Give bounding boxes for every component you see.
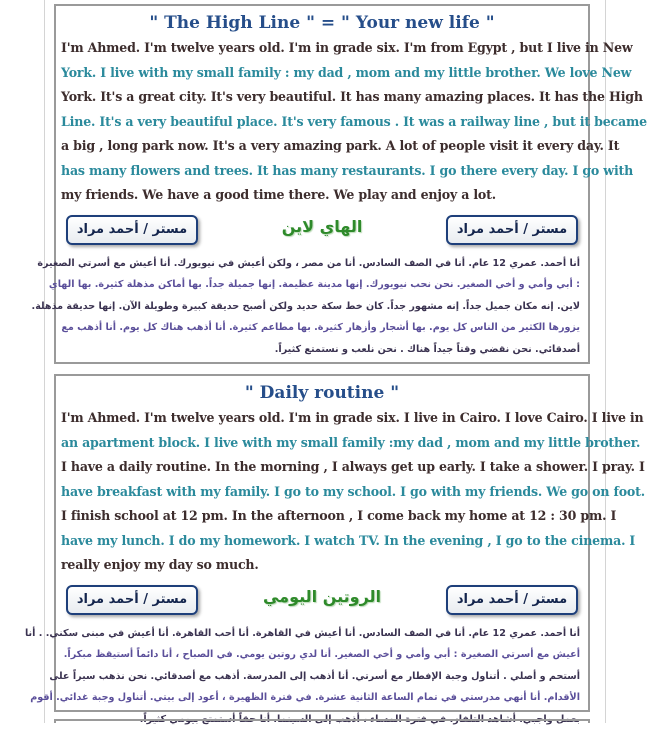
arabic-line: أستحم و أصلي . أتناول وجبة الإفطار مع أسرتي. أنا أذهب إلى المدرسة. أذهب مع أصدقائي. نحن نذهب سيراً على — [56, 666, 588, 688]
arabic-line: بعمل واجبي. أشاهد التلفاز. في فترة المساء ، أذهب إلى السينما. أنا حقاً أستمتع بيومي كثيراً. — [56, 709, 588, 730]
english-line: I have a daily routine. In the morning , I always get up early. I take a shower. I pray. I — [56, 455, 588, 480]
arabic-line: أعيش مع أسرتي الصغيرة : أبي وأمي و أخي الصغير. أنا لدي روتين يومي. في الصباح ، أنا دائماً أستيقظ مبكراً. — [56, 644, 588, 666]
arabic-line: الأقدام. أنا أنهي مدرستي في تمام الساعة الثانية عشرة. في فترة الظهيرة ، أعود إلى بيتي. أتناول وجبة غدائي. أقوم — [56, 687, 588, 709]
english-line: I'm Ahmed. I'm twelve years old. I'm in grade six. I'm from Egypt , but I live in New — [56, 36, 588, 61]
arabic-line: أنا أحمد. عمري 12 عام. أنا في الصف السادس. أنا أعيش في القاهرة. أنا أحب القاهرة. أنا أعيش في مبنى سكني. . أنا — [56, 623, 588, 645]
arabic-line: أصدقائي. نحن نقضي وقتاً جيداً هناك . نحن نلعب و نستمتع كثيراً. — [56, 339, 588, 361]
author-badge: مستر / أحمد مراد — [446, 585, 578, 615]
author-badge: مستر / أحمد مراد — [66, 215, 198, 245]
next-card-edge — [54, 719, 590, 723]
author-badge: مستر / أحمد مراد — [66, 585, 198, 615]
title-subtitle: " Your new life " — [341, 13, 495, 33]
english-line: York. I live with my small family : my dad , mom and my little brother. We love New — [56, 61, 588, 86]
story-title: " Daily routine " — [56, 382, 588, 404]
story-card-high-line — [54, 4, 590, 364]
author-badge: مستر / أحمد مراد — [446, 215, 578, 245]
english-paragraph — [56, 406, 588, 578]
arabic-paragraph — [56, 623, 588, 730]
arabic-title: الهاي لاين — [56, 217, 588, 236]
arabic-line: يزورها الكثير من الناس كل يوم. بها أشجار وأزهار كثيرة. بها مطاعم كثيرة. أنا أذهب هناك كل يوم. أنا أذهب مع — [56, 317, 588, 339]
title-english: " The High Line " — [149, 13, 315, 33]
arabic-line: : أبي وأمي و أخي الصغير. نحن نحب نيويورك. إنها مدينة عظيمة. إنها جميلة جداً. بها أماكن مذهلة كثيرة. بها الهاي — [56, 274, 588, 296]
story-card-daily-routine — [54, 374, 590, 712]
english-line: I'm Ahmed. I'm twelve years old. I'm in grade six. I live in Cairo. I love Cairo. I live in — [56, 406, 588, 431]
translation-header — [56, 209, 588, 253]
arabic-paragraph — [56, 253, 588, 361]
english-line: Line. It's a very beautiful place. It's very famous . It was a railway line , but it became — [56, 110, 588, 135]
arabic-line: أنا أحمد. عمري 12 عام. أنا في الصف السادس. أنا من مصر ، ولكن أعيش في نيويورك. أنا أعيش مع أسرتي الصغيرة — [56, 253, 588, 275]
english-line: I finish school at 12 pm. In the afternoon , I come back my home at 12 : 30 pm. I — [56, 504, 588, 529]
english-line: a big , long park now. It's a very amazing park. A lot of people visit it every day. It — [56, 134, 588, 159]
translation-header — [56, 579, 588, 623]
english-line: really enjoy my day so much. — [56, 553, 588, 578]
english-line: an apartment block. I live with my small family :my dad , mom and my little brother. — [56, 431, 588, 456]
english-paragraph — [56, 36, 588, 208]
english-line: has many flowers and trees. It has many restaurants. I go there every day. I go with — [56, 159, 588, 184]
english-line: York. It's a great city. It's very beautiful. It has many amazing places. It has the High — [56, 85, 588, 110]
story-title — [56, 12, 588, 34]
english-line: my friends. We have a good time there. We play and enjoy a lot. — [56, 183, 588, 208]
arabic-line: لاين. إنه مكان جميل جداً. إنه مشهور جداً. كان خط سكة حديد ولكن أصبح حديقة كبيرة وطويلة الآن. إنها حديقة مذهلة. — [56, 296, 588, 318]
title-equals: = — [321, 13, 335, 33]
english-line: have my lunch. I do my homework. I watch TV. In the evening , I go to the cinema. I — [56, 529, 588, 554]
arabic-title: الروتين اليومي — [56, 587, 588, 606]
english-line: have breakfast with my family. I go to my school. I go with my friends. We go on foot. — [56, 480, 588, 505]
